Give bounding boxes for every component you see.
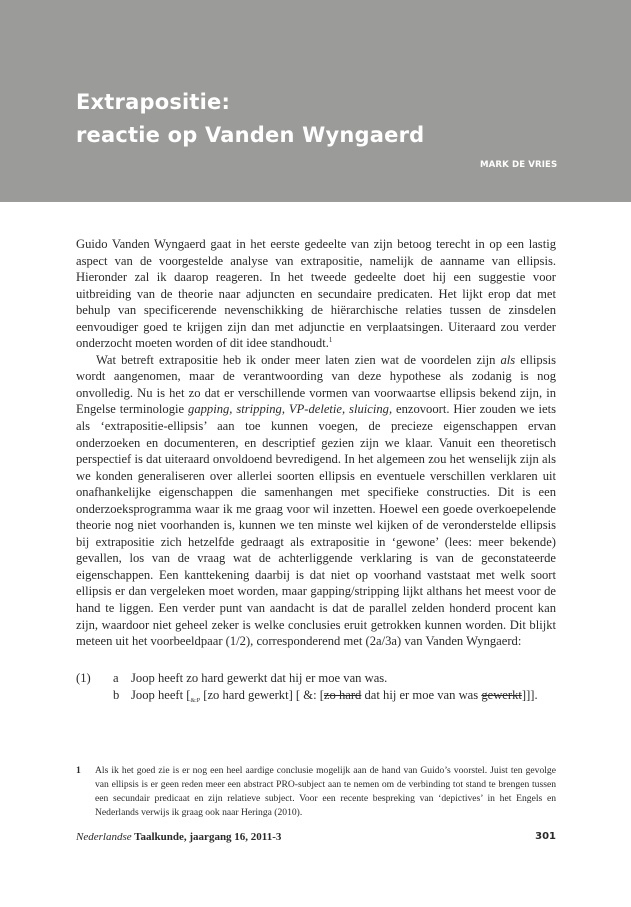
paragraph-2	[76, 352, 556, 650]
paragraph-1	[76, 236, 556, 352]
article-title	[76, 86, 424, 152]
example-1a	[76, 670, 566, 687]
page-number: 301	[535, 831, 556, 842]
example-letter-a: a	[113, 671, 119, 685]
footnote-number: 1	[76, 765, 81, 776]
title-line-2: reactie op Vanden Wyngaerd	[76, 123, 425, 147]
paragraph-1-text: Guido Vanden Wyngaerd gaat in het eerste gedeelte van zijn betoog terecht in op een lastig aspect van de voorgestelde analyse van extrapositie, namelijk de aanname van ellipsis. Hieronder zal ik daarop reageren. In het tweede gedeelte doet hij een suggestie voor uitbreiding van de theorie naar adjuncten en secundaire predicaten. Het lijkt erop dat met behulp van specificerende nevenschikking de hiërarchische relaties tussen de zinsdelen eenvoudiger goed te krijgen zijn dan met adjunctie en verplaatsingen. Uiteraard zou verder onderzocht moeten worden of dit idee standhoudt.	[76, 237, 556, 351]
example-b-post: ]]].	[521, 688, 538, 702]
paragraph-2-italic-terms: gapping, stripping, VP-deletie, sluicing,	[188, 402, 393, 417]
example-text-a: Joop heeft zo hard gewerkt dat hij er moe van was.	[131, 671, 388, 685]
footnote-reference-1[interactable]: 1	[328, 336, 333, 345]
author-name: MARK DE VRIES	[480, 160, 558, 170]
example-b-struck-2: gewerkt	[481, 688, 522, 702]
paragraph-2-text-b: ellipsis wordt aangenomen, maar de verantwoording van deze hypothese als zodanig is nog onvolledig. Nu is het zo dat er verschillende vormen van voorwaartse ellipsis bekend zijn, in Engelse terminologie	[76, 352, 556, 417]
journal-name-italic: Nederlandse	[76, 831, 132, 843]
example-number: (1)	[76, 671, 91, 685]
example-b-mid-1: [zo hard gewerkt] [ &: [	[200, 688, 324, 702]
example-text-b	[131, 687, 538, 710]
footnote-1	[76, 764, 556, 820]
journal-issue: Taalkunde, jaargang 16, 2011-3	[131, 831, 282, 843]
example-block	[76, 670, 566, 704]
example-1b	[76, 687, 566, 704]
header-band	[0, 0, 631, 202]
footnotes	[76, 764, 556, 820]
example-b-mid-2: dat hij er moe van was	[361, 688, 482, 702]
example-b-pre: Joop heeft [	[131, 688, 191, 702]
page-footer	[76, 830, 556, 844]
footnote-text: Als ik het goed zie is er nog een heel aardige conclusie mogelijk aan de hand van Guido’s voorstel. Juist ten gevolge van ellipsis is er geen reden meer een abstract PRO-subject aan te nemen om de verbinding tot stand te brengen tussen een secundair predicaat en zijn relatieve subject. Voor een recente bespreking van ‘depictives’ in het Engels en Nederlands verwijs ik graag ook naar Heringa (2010).	[95, 765, 556, 818]
example-b-subscript-label: &:P	[190, 698, 201, 704]
paragraph-2-text-a: Wat betreft extrapositie heb ik onder meer laten zien wat de voordelen zijn	[96, 352, 501, 367]
paragraph-2-italic-als: als	[500, 352, 516, 367]
article-body	[76, 236, 556, 650]
example-b-struck-1: zo hard	[323, 688, 362, 702]
title-line-1: Extrapositie:	[76, 90, 231, 114]
example-letter-b: b	[113, 688, 120, 702]
paragraph-2-text-c: enzovoort. Hier zouden we iets als ‘extrapositie-ellipsis’ aan toe kunnen voegen, de precieze eigenschappen ervan onderzoeken en documenteren, en descriptief gezien zijn we klaar. Vanuit een theoretisch perspectief is dat uiteraard onvoldoend bevredigend. In het algemeen zou het wenselijk zijn als we konden generaliseren over allerlei soorten ellipsis en eventuele verschillen verklaren uit onafhankelijke eigenschappen die samenhangen met specifieke constructies. Dit is een onderzoeksprogramma waar ik me graag voor wil inzetten. Hoewel een goede overkoepelende theorie nog niet voorhanden is, kunnen we ten minste wel kijken of de veronderstelde ellipsis bij extrapositie zich hetzelfde gedraagt als extrapositie in ‘gewone’ (lees: meer bekende) gevallen, los van de vraag wat de achterliggende verklaring is van de geconstateerde eigenschappen. Een kanttekening daarbij is dat niet op voorhand vaststaat met welk soort ellipsis er dan vergeleken moet worden, maar gapping/stripping lijkt althans het meest voor de hand te liggen. Een verder punt van aandacht is dat de parallel zelden honderd procent kan zijn, waardoor niet geheel zeker is welke conclusies eruit getrokken kunnen worden. Dit blijkt meteen uit het voorbeeldpaar (1/2), corresponderend met (2a/3a) van Vanden Wyngaerd:	[76, 402, 557, 649]
